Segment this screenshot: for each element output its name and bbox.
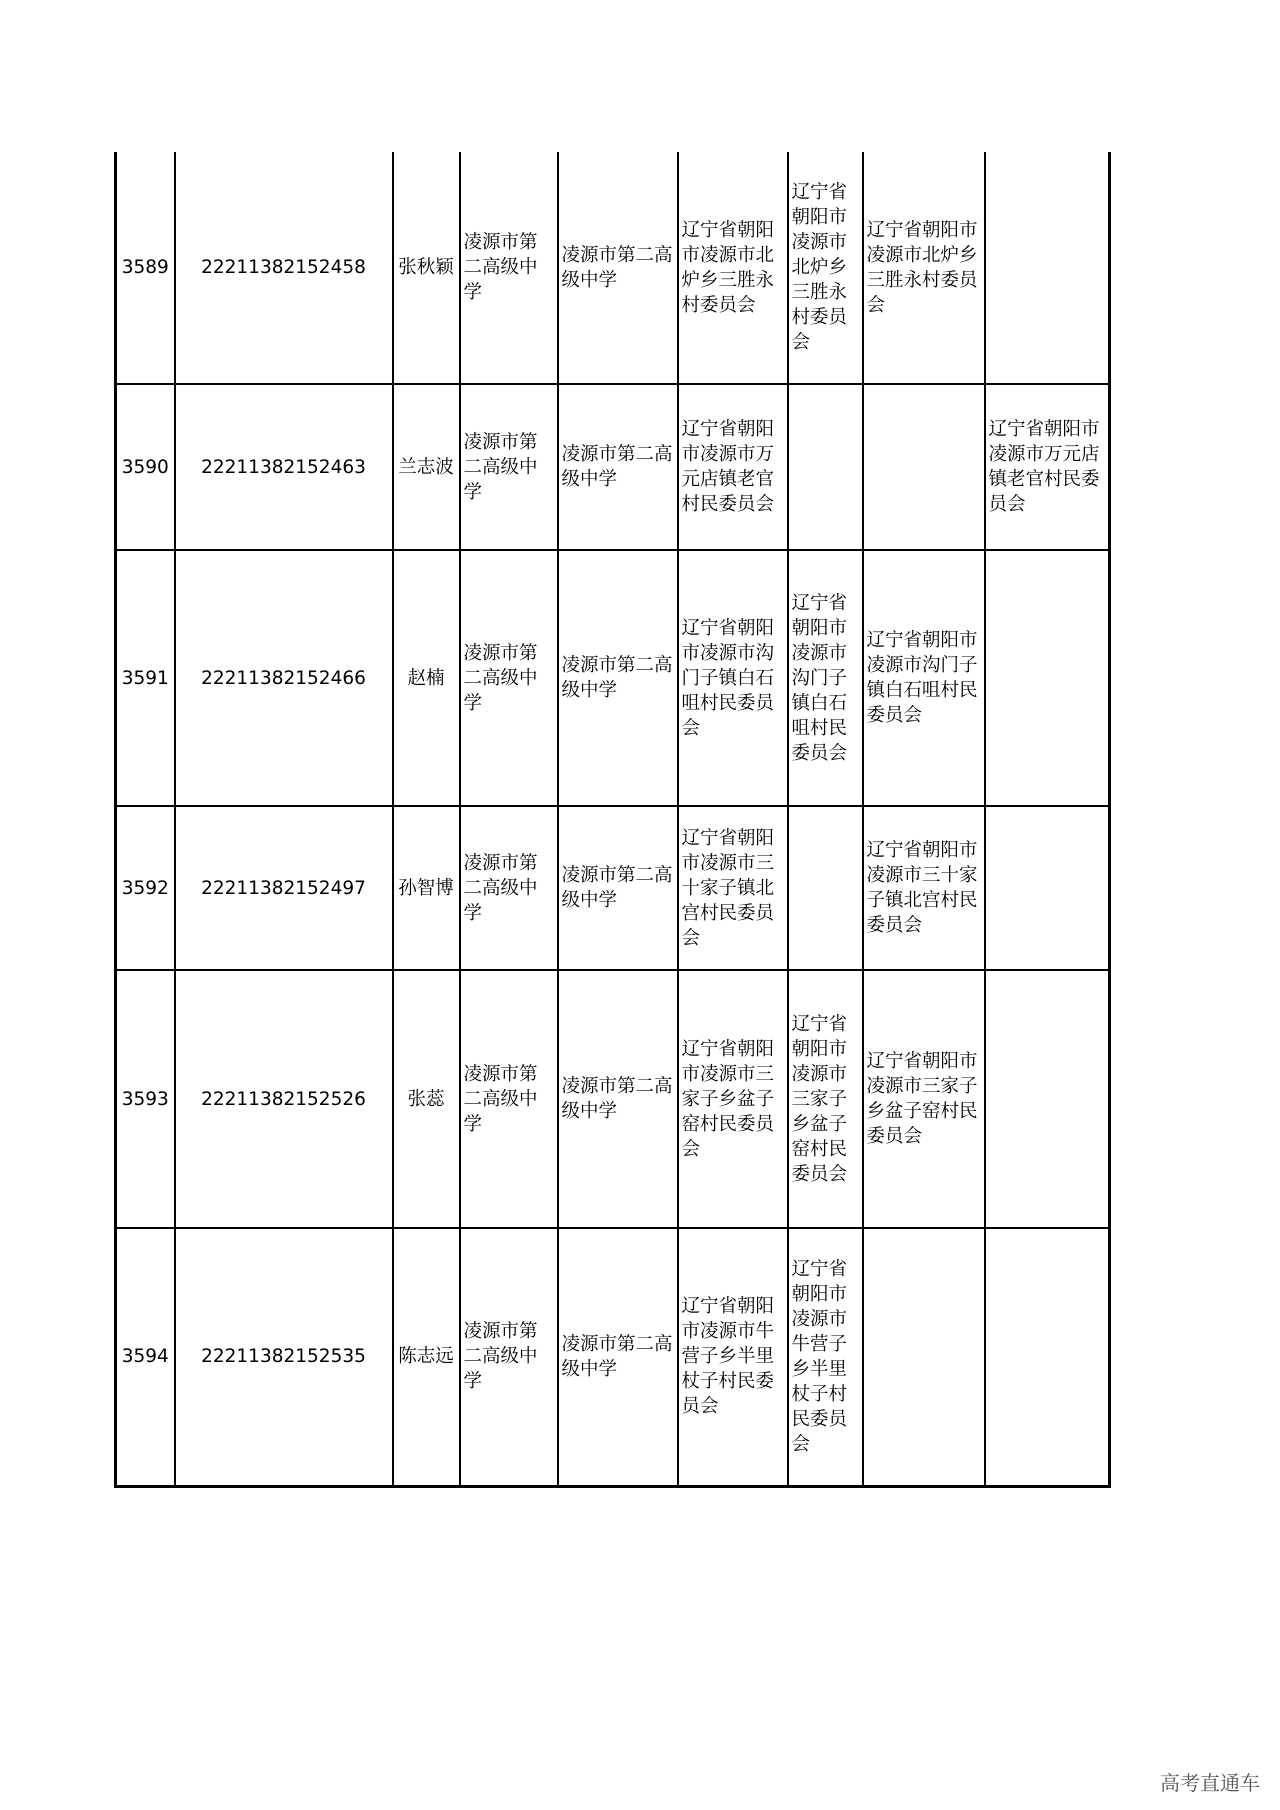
school-cell: 凌源市第二高级中学 bbox=[460, 806, 558, 970]
serial-number-cell: 3592 bbox=[116, 806, 175, 970]
table-row bbox=[116, 970, 1110, 1228]
serial-number-cell: 3593 bbox=[116, 970, 175, 1228]
student-name-cell: 张蕊 bbox=[393, 970, 460, 1228]
serial-number-cell: 3591 bbox=[116, 550, 175, 806]
table-row bbox=[116, 152, 1110, 384]
parent-address-cell: 辽宁省朝阳市凌源市沟门子镇白石咀村民委员会 bbox=[788, 550, 863, 806]
exam-id-cell: 22211382152466 bbox=[175, 550, 393, 806]
other-address-cell bbox=[985, 806, 1110, 970]
table-row bbox=[116, 550, 1110, 806]
parent-address-cell bbox=[788, 384, 863, 550]
table-row bbox=[116, 806, 1110, 970]
exam-id-cell: 22211382152497 bbox=[175, 806, 393, 970]
guardian-address-cell bbox=[863, 384, 985, 550]
other-address-cell bbox=[985, 970, 1110, 1228]
graduated-school-cell: 凌源市第二高级中学 bbox=[558, 806, 678, 970]
exam-id-cell: 22211382152526 bbox=[175, 970, 393, 1228]
guardian-address-cell: 辽宁省朝阳市凌源市三十家子镇北宫村民委员会 bbox=[863, 806, 985, 970]
roster-body bbox=[116, 152, 1110, 1486]
student-name-cell: 孙智博 bbox=[393, 806, 460, 970]
student-name-cell: 张秋颖 bbox=[393, 152, 460, 384]
graduated-school-cell: 凌源市第二高级中学 bbox=[558, 550, 678, 806]
exam-id-cell: 22211382152463 bbox=[175, 384, 393, 550]
student-name-cell: 陈志远 bbox=[393, 1228, 460, 1486]
guardian-address-cell bbox=[863, 1228, 985, 1486]
school-cell: 凌源市第二高级中学 bbox=[460, 152, 558, 384]
school-cell: 凌源市第二高级中学 bbox=[460, 970, 558, 1228]
household-address-cell: 辽宁省朝阳市凌源市北炉乡三胜永村委员会 bbox=[678, 152, 788, 384]
parent-address-cell: 辽宁省朝阳市凌源市三家子乡盆子窑村民委员会 bbox=[788, 970, 863, 1228]
table-row bbox=[116, 1228, 1110, 1486]
household-address-cell: 辽宁省朝阳市凌源市三家子乡盆子窑村民委员会 bbox=[678, 970, 788, 1228]
table-row bbox=[116, 384, 1110, 550]
guardian-address-cell: 辽宁省朝阳市凌源市北炉乡三胜永村委员会 bbox=[863, 152, 985, 384]
serial-number-cell: 3590 bbox=[116, 384, 175, 550]
other-address-cell bbox=[985, 550, 1110, 806]
school-cell: 凌源市第二高级中学 bbox=[460, 384, 558, 550]
graduated-school-cell: 凌源市第二高级中学 bbox=[558, 384, 678, 550]
parent-address-cell bbox=[788, 806, 863, 970]
student-name-cell: 赵楠 bbox=[393, 550, 460, 806]
parent-address-cell: 辽宁省朝阳市凌源市北炉乡三胜永村委员会 bbox=[788, 152, 863, 384]
graduated-school-cell: 凌源市第二高级中学 bbox=[558, 152, 678, 384]
other-address-cell bbox=[985, 1228, 1110, 1486]
watermark-text: 高考直通车 bbox=[1160, 1771, 1260, 1795]
exam-id-cell: 22211382152535 bbox=[175, 1228, 393, 1486]
serial-number-cell: 3589 bbox=[116, 152, 175, 384]
household-address-cell: 辽宁省朝阳市凌源市万元店镇老官村民委员会 bbox=[678, 384, 788, 550]
school-cell: 凌源市第二高级中学 bbox=[460, 550, 558, 806]
guardian-address-cell: 辽宁省朝阳市凌源市沟门子镇白石咀村民委员会 bbox=[863, 550, 985, 806]
student-name-cell: 兰志波 bbox=[393, 384, 460, 550]
household-address-cell: 辽宁省朝阳市凌源市三十家子镇北宫村民委员会 bbox=[678, 806, 788, 970]
student-roster-table bbox=[114, 152, 1111, 1488]
other-address-cell: 辽宁省朝阳市凌源市万元店镇老官村民委员会 bbox=[985, 384, 1110, 550]
parent-address-cell: 辽宁省朝阳市凌源市牛营子乡半里杖子村民委员会 bbox=[788, 1228, 863, 1486]
graduated-school-cell: 凌源市第二高级中学 bbox=[558, 1228, 678, 1486]
exam-id-cell: 22211382152458 bbox=[175, 152, 393, 384]
guardian-address-cell: 辽宁省朝阳市凌源市三家子乡盆子窑村民委员会 bbox=[863, 970, 985, 1228]
school-cell: 凌源市第二高级中学 bbox=[460, 1228, 558, 1486]
serial-number-cell: 3594 bbox=[116, 1228, 175, 1486]
household-address-cell: 辽宁省朝阳市凌源市沟门子镇白石咀村民委员会 bbox=[678, 550, 788, 806]
graduated-school-cell: 凌源市第二高级中学 bbox=[558, 970, 678, 1228]
other-address-cell bbox=[985, 152, 1110, 384]
household-address-cell: 辽宁省朝阳市凌源市牛营子乡半里杖子村民委员会 bbox=[678, 1228, 788, 1486]
